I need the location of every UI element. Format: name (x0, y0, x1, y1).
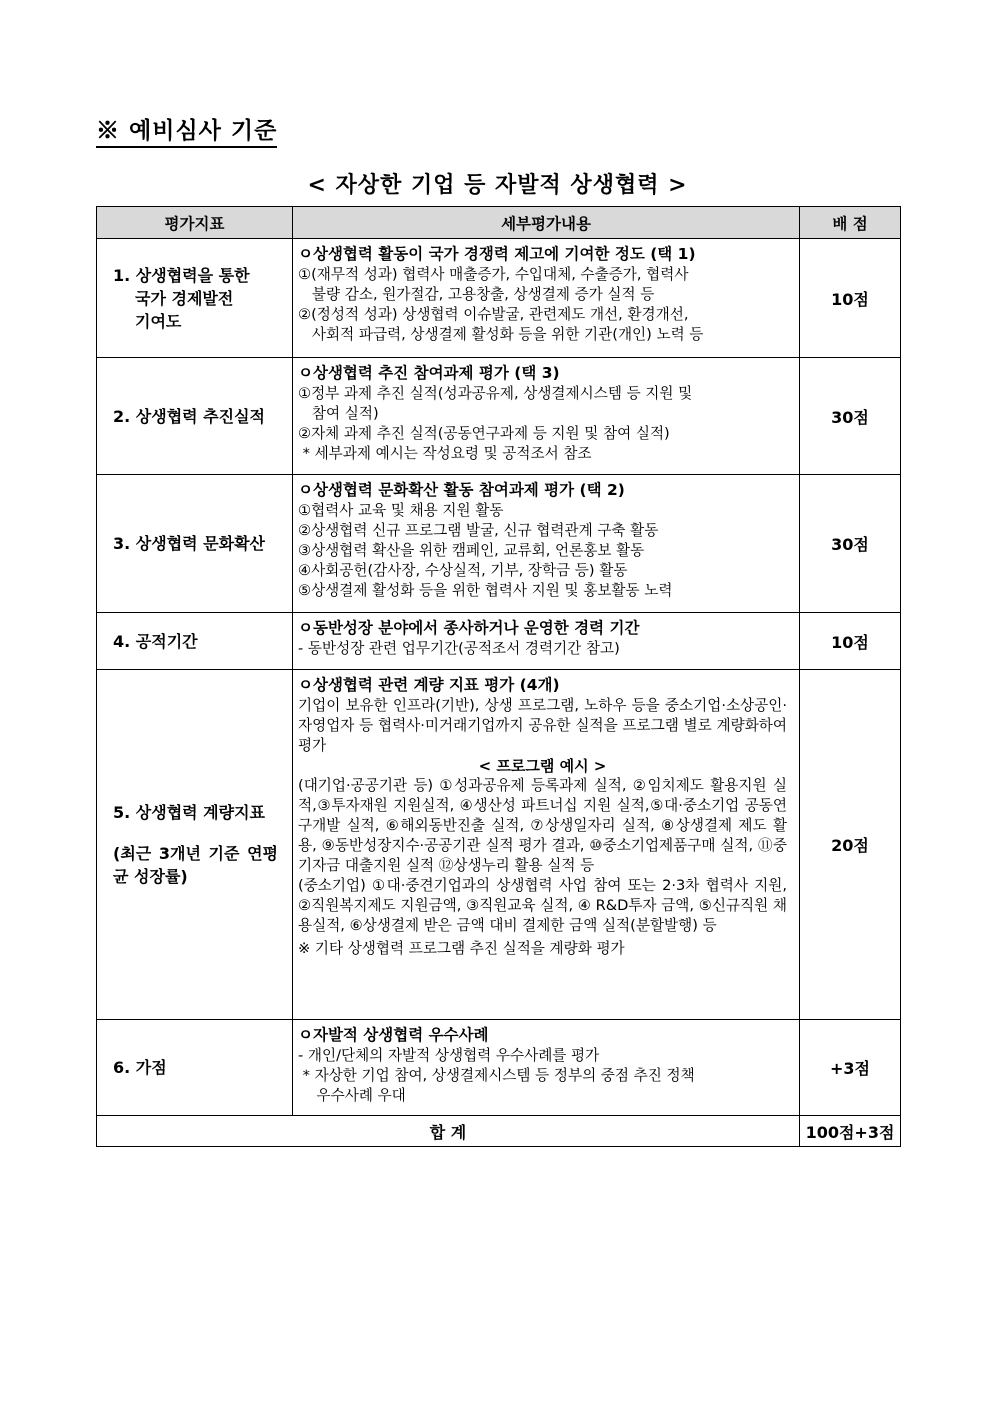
criteria-line: ④사회공헌(감사장, 수상실적, 기부, 장학금 등) 활동 (298, 562, 628, 579)
score-cell: 20점 (800, 670, 901, 1020)
indicator-line: 국가 경제발전 (135, 288, 234, 308)
criteria-heading: ㅇ자발적 상생협력 우수사례 (298, 1026, 489, 1044)
indicator-cell (97, 670, 293, 1020)
total-label: 합 계 (97, 1116, 800, 1147)
criteria-heading: ㅇ상생협력 활동이 국가 경쟁력 제고에 기여한 정도 (택 1) (298, 245, 696, 263)
total-score: 100점+3점 (800, 1116, 901, 1147)
criteria-line: - 동반성장 관련 업무기간(공적조서 경력기간 참고) (298, 640, 620, 657)
indicator-cell (97, 613, 293, 670)
criteria-line: ①(재무적 성과) 협력사 매출증가, 수입대체, 수출증가, 협력사 (298, 266, 689, 283)
details-cell (293, 1020, 800, 1116)
score-cell: 30점 (800, 475, 901, 613)
header-details: 세부평가내용 (293, 207, 800, 239)
details-cell (293, 670, 800, 1020)
evaluation-table (96, 206, 901, 1147)
details-cell (293, 239, 800, 358)
details-cell (293, 475, 800, 613)
criteria-line: 참여 실적) (298, 405, 379, 422)
indicator-cell (97, 1020, 293, 1116)
total-row (97, 1116, 901, 1147)
criteria-line: 우수사례 우대 (298, 1087, 406, 1104)
indicator-line: 기여도 (135, 311, 182, 331)
indicator-cell (97, 358, 293, 475)
table-row (97, 613, 901, 670)
indicator-line: 3. 상생협력 문화확산 (113, 534, 265, 553)
indicator-subtext: (최근 3개년 기준 연평균 성장률) (113, 844, 278, 886)
table-row (97, 358, 901, 475)
criteria-line: * 자상한 기업 참여, 상생결제시스템 등 정부의 중점 추진 정책 (298, 1067, 695, 1084)
criteria-line: ②상생협력 신규 프로그램 발굴, 신규 협력관계 구축 활동 (298, 522, 659, 539)
criteria-line: ②(정성적 성과) 상생협력 이슈발굴, 관련제도 개선, 환경개선, (298, 306, 689, 323)
header-indicator: 평가지표 (97, 207, 293, 239)
criteria-line: - 개인/단체의 자발적 상생협력 우수사례를 평가 (298, 1047, 600, 1064)
criteria-note: ※ 기타 상생협력 프로그램 추진 실적을 계량화 평가 (298, 940, 625, 957)
table-row (97, 475, 901, 613)
criteria-heading: ㅇ상생협력 추진 참여과제 평가 (택 3) (298, 364, 560, 382)
indicator-line: 4. 공적기간 (113, 631, 198, 651)
criteria-line: ⑤상생결제 활성화 등을 위한 협력사 지원 및 홍보활동 노력 (298, 582, 673, 599)
criteria-line: ③상생협력 확산을 위한 캠페인, 교류회, 언론홍보 활동 (298, 542, 645, 559)
score-cell: 10점 (800, 239, 901, 358)
table-row (97, 1020, 901, 1116)
large-company-programs: (대기업·공공기관 등) ①성과공유제 등록과제 실적, ②임치제도 활용지원 실적,③투자재원 지원실적, ④생산성 파트너십 지원 실적,⑤대·중소기업 공동연구개발 실적, ⑥해외동반진출 실적, ⑦상생일자리 실적, ⑧상생결제 제도 활용, ⑨동반성장지수·공공기관 실적 평가 결과, ⑩중소기업제품구매 실적, ⑪중기자금 대출지원 실적 ⑫상생누리 활용 실적 등 (298, 777, 787, 874)
details-cell (293, 613, 800, 670)
indicator-line: 1. 상생협력을 통한 (113, 265, 250, 285)
indicator-line: 5. 상생협력 계량지표 (113, 803, 265, 822)
criteria-line: * 세부과제 예시는 작성요령 및 공적조서 참조 (298, 445, 592, 462)
table-title: < 자상한 기업 등 자발적 상생협력 > (307, 172, 688, 198)
indicator-cell (97, 475, 293, 613)
criteria-line: ②자체 과제 추진 실적(공동연구과제 등 지원 및 참여 실적) (298, 425, 670, 442)
criteria-line: ①협력사 교육 및 채용 지원 활동 (298, 502, 504, 519)
criteria-line: ①정부 과제 추진 실적(성과공유제, 상생결제시스템 등 지원 및 (298, 385, 693, 402)
score-cell: +3점 (800, 1020, 901, 1116)
table-row (97, 239, 901, 358)
sme-programs: (중소기업) ①대·중견기업과의 상생협력 사업 참여 또는 2·3차 협력사 지원, ②직원복지제도 지원금액, ③직원교육 실적, ④ R&D투자 금액, ⑤신규직원 채용실적, ⑥상생결제 받은 금액 대비 결제한 금액 실적(분할발행) 등 (298, 877, 787, 934)
indicator-cell (97, 239, 293, 358)
criteria-heading: ㅇ동반성장 분야에서 종사하거나 운영한 경력 기간 (298, 619, 640, 637)
indicator-line: 2. 상생협력 추진실적 (113, 406, 265, 426)
section-heading: ※ 예비심사 기준 (96, 112, 277, 148)
details-cell (293, 358, 800, 475)
criteria-line: 사회적 파급력, 상생결제 활성화 등을 위한 기관(개인) 노력 등 (298, 326, 704, 343)
score-cell: 30점 (800, 358, 901, 475)
score-cell: 10점 (800, 613, 901, 670)
indicator-line: 6. 가점 (113, 1058, 167, 1077)
criteria-line: 불량 감소, 원가절감, 고용창출, 상생결제 증가 실적 등 (298, 286, 655, 303)
header-score: 배 점 (800, 207, 901, 239)
criteria-heading: ㅇ상생협력 관련 계량 지표 평가 (4개) (298, 676, 560, 694)
program-example-title: < 프로그램 예시 > (478, 757, 607, 775)
table-row (97, 670, 901, 1020)
criteria-heading: ㅇ상생협력 문화확산 활동 참여과제 평가 (택 2) (298, 481, 625, 499)
criteria-intro: 기업이 보유한 인프라(기반), 상생 프로그램, 노하우 등을 중소기업·소상공인·자영업자 등 협력사·미거래기업까지 공유한 실적을 프로그램 별로 계량화하여 평가 (298, 697, 787, 754)
header-row (97, 207, 901, 239)
